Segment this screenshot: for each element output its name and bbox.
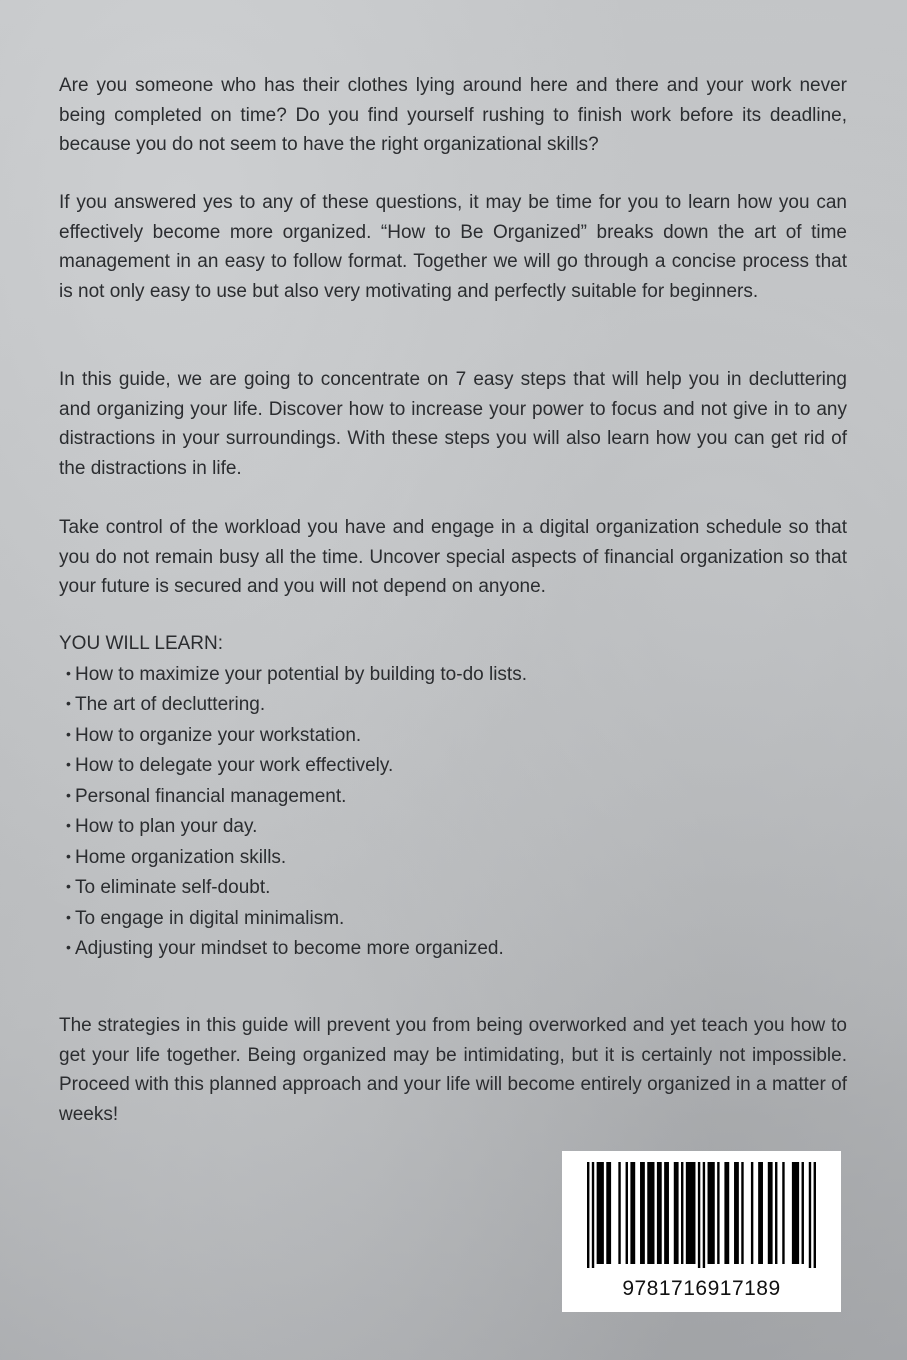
barcode-bar: [775, 1162, 777, 1264]
list-item: [66, 659, 759, 690]
learn-heading: YOU WILL LEARN:: [59, 633, 224, 654]
barcode-bar: [768, 1162, 773, 1264]
barcode-bar: [724, 1162, 729, 1264]
bullet-icon: •: [66, 695, 71, 711]
list-item: [66, 842, 759, 873]
bullet-icon: •: [66, 786, 71, 803]
list-item-text: How to organize your workstation.: [75, 724, 362, 746]
list-item-text: The art of decluttering.: [75, 694, 266, 715]
barcode-bar: [640, 1162, 645, 1264]
bullet-icon: •: [66, 664, 71, 681]
list-item: [66, 811, 759, 842]
barcode-bar: [630, 1162, 635, 1264]
list-item: [66, 750, 759, 781]
barcode-bar: [686, 1162, 696, 1264]
barcode-bar: [698, 1162, 700, 1268]
barcode-bar: [657, 1162, 662, 1264]
description-paragraph-1: [59, 71, 847, 160]
bullet-icon: •: [66, 756, 71, 772]
list-item: [66, 903, 759, 934]
barcode-bar: [597, 1162, 604, 1264]
bullet-icon: •: [66, 817, 71, 833]
bullet-icon: •: [66, 939, 71, 955]
you-will-learn-section: [59, 629, 759, 964]
barcode-bar: [626, 1162, 628, 1264]
barcode-graphic: [587, 1162, 816, 1268]
paragraph-text: The strategies in this guide will prevent you from being overworked and yet teach you how to get your life together. Being organized may be intimidating, but it is certainly not impossible. Proceed with this planned approach and your life will become entirely organized in a matter of weeks!: [59, 1015, 847, 1125]
barcode-bar: [674, 1162, 679, 1264]
description-paragraph-3: [59, 365, 847, 483]
paragraph-text: If you answered yes to any of these questions, it may be time for you to learn how you can effectively become more organized. “How to Be Organized” breaks down the art of time management in an easy to follow format. Together we will go through a concise process that is not only easy to use but also very motivating and perfectly suitable for beginners.: [59, 192, 847, 302]
barcode-bar: [647, 1162, 654, 1264]
list-item: [66, 689, 759, 720]
list-item-text: Adjusting your mindset to become more organized.: [75, 938, 504, 959]
barcode-bar: [734, 1162, 739, 1264]
paragraph-text: Are you someone who has their clothes lying around here and there and your work never being completed on time? Do you find yourself rushing to finish work before its deadline, because you do not seem to have the right organizational skills?: [59, 75, 847, 155]
isbn-number: 9781716917189: [622, 1277, 781, 1300]
description-paragraph-5: [59, 1011, 847, 1129]
list-item-text: To engage in digital minimalism.: [75, 907, 345, 929]
barcode-bar: [708, 1162, 715, 1264]
list-item-text: How to delegate your work effectively.: [75, 755, 394, 776]
barcode-bar: [741, 1162, 743, 1264]
barcode-bar: [751, 1162, 753, 1264]
barcode-bar: [758, 1162, 763, 1264]
barcode-bar: [814, 1162, 816, 1268]
list-item-text: To eliminate self-doubt.: [75, 877, 271, 898]
list-item: [66, 872, 759, 903]
list-item-text: How to maximize your potential by building to-do lists.: [75, 663, 527, 685]
list-item-text: Home organization skills.: [75, 846, 287, 868]
barcode-bar: [606, 1162, 611, 1264]
list-item: [66, 781, 759, 812]
learn-list: [59, 659, 759, 964]
barcode-bar: [592, 1162, 594, 1268]
paragraph-text: Take control of the workload you have and engage in a digital organization schedule so that you do not remain busy all the time. Uncover special aspects of financial organization so that your future is secured and you will not depend on anyone.: [59, 517, 847, 597]
isbn-barcode: [562, 1151, 841, 1312]
barcode-bar: [809, 1162, 811, 1268]
barcode-bar: [681, 1162, 683, 1264]
description-paragraph-4: [59, 513, 847, 602]
list-item-text: How to plan your day.: [75, 816, 258, 837]
list-item-text: Personal financial management.: [75, 785, 347, 807]
description-paragraph-2: [59, 188, 847, 306]
bullet-icon: •: [66, 847, 71, 864]
barcode-bar: [703, 1162, 705, 1268]
bullet-icon: •: [66, 878, 71, 894]
barcode-bar: [618, 1162, 620, 1264]
barcode-bar: [664, 1162, 669, 1264]
bullet-icon: •: [66, 908, 71, 925]
barcode-bar: [782, 1162, 784, 1264]
list-item: [66, 720, 759, 751]
barcode-bar: [792, 1162, 799, 1264]
bullet-icon: •: [66, 725, 71, 742]
barcode-bar: [802, 1162, 804, 1264]
barcode-bar: [587, 1162, 589, 1268]
list-item: [66, 933, 759, 964]
barcode-bar: [717, 1162, 719, 1264]
paragraph-text: In this guide, we are going to concentrate on 7 easy steps that will help you in decluttering and organizing your life. Discover how to increase your power to focus and not give in to any distractions in your surroundings. With these steps you will also learn how you can get rid of the distractions in life.: [59, 369, 847, 479]
